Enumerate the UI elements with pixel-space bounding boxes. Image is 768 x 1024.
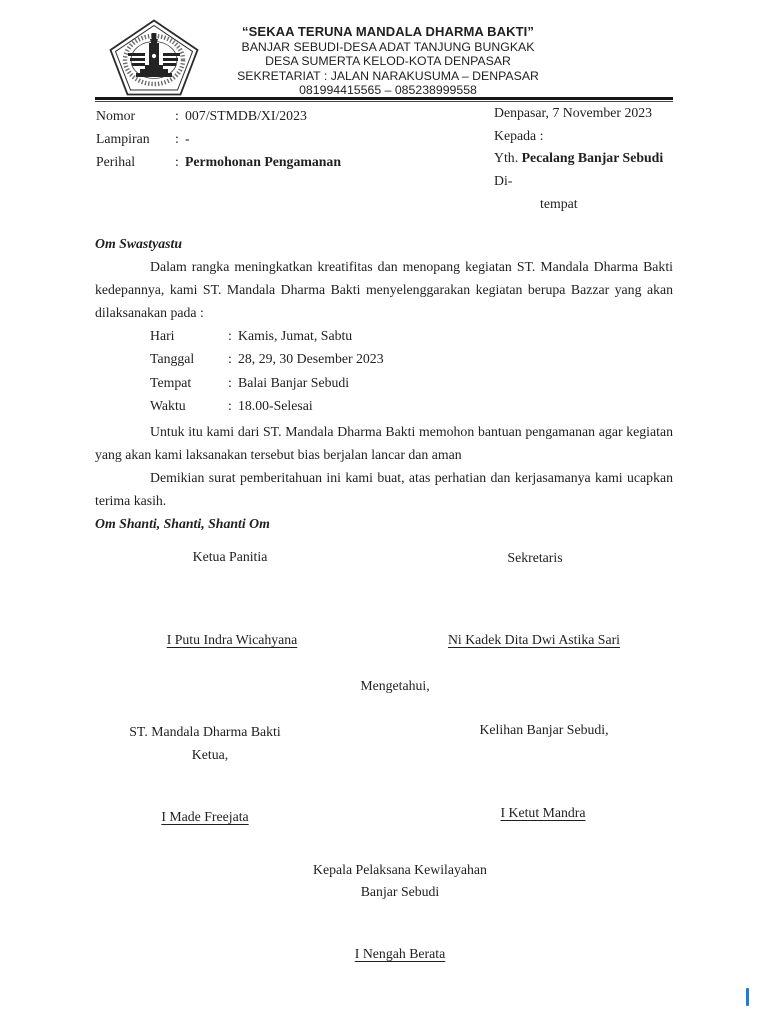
letter-body (95, 232, 673, 535)
sig-org-st-mandala: ST. Mandala Dharma Bakti (129, 724, 281, 739)
sig-title-ketua: Ketua, (191, 747, 229, 762)
meta-row-lampiran (96, 128, 341, 151)
sig-name-kepala: I Nengah Berata (354, 946, 446, 961)
detail-label: Waktu (150, 397, 186, 413)
meta-colon: : (175, 153, 179, 169)
org-phone-line: 081994415565 – 085238999558 (299, 83, 477, 98)
sig-title-kepala-line2: Banjar Sebudi (360, 884, 440, 899)
detail-colon: : (228, 328, 232, 343)
event-details (150, 324, 673, 417)
detail-colon: : (228, 351, 232, 367)
meta-label: Nomor (96, 108, 136, 123)
kepada-label: Kepada : (494, 127, 544, 143)
detail-colon: : (228, 374, 232, 390)
detail-row-hari (150, 324, 673, 347)
city-date: Denpasar, 7 November 2023 (494, 105, 653, 120)
closing-paragraph: Demikian surat pemberitahuan ini kami buat, atas perhatian dan kerjasamanya kami ucapkan terima kasih. (95, 470, 673, 509)
meta-label: Perihal (96, 153, 136, 169)
opening-paragraph: Dalam rangka meningkatkan kreatifitas dan menopang kegiatan ST. Mandala Dharma Bakti kedepannya, kami ST. Mandala Dharma Bakti menyelenggarakan kegiatan berupa Bazzar yang akan dilaksanakan pada : (95, 259, 673, 320)
org-address-line: DESA SUMERTA KELOD-KOTA DENPASAR (265, 54, 511, 69)
di-label: Di- (494, 173, 513, 189)
sig-name-ketua: I Made Freejata (161, 809, 249, 824)
text-cursor (746, 988, 749, 1006)
detail-label: Tempat (150, 374, 192, 390)
meta-right (494, 102, 663, 216)
org-address-line: SEKRETARIAT : JALAN NARAKUSUMA – DENPASAR (237, 68, 539, 83)
detail-row-tanggal (150, 347, 673, 370)
letterhead-text (95, 25, 681, 98)
recipient-line (494, 147, 663, 170)
sig-title-kepala-line1: Kepala Pelaksana Kewilayahan (313, 862, 487, 877)
meta-colon: : (175, 130, 179, 146)
mengetahui-label: Mengetahui, (360, 678, 430, 693)
meta-colon: : (175, 108, 179, 123)
meta-label: Lampiran (96, 130, 150, 146)
meta-row-nomor (96, 105, 341, 128)
detail-value: 18.00-Selesai (238, 397, 313, 413)
tempat-label: tempat (540, 195, 578, 211)
sig-name-ketua-panitia: I Putu Indra Wicahyana (166, 632, 298, 647)
org-name: “SEKAA TERUNA MANDALA DHARMA BAKTI” (242, 24, 534, 39)
detail-row-tempat (150, 371, 673, 394)
detail-value: Kamis, Jumat, Sabtu (238, 328, 353, 343)
detail-value: Balai Banjar Sebudi (238, 374, 350, 390)
sig-name-sekretaris: Ni Kadek Dita Dwi Astika Sari (447, 632, 621, 647)
detail-colon: : (228, 397, 232, 413)
recipient-name: Pecalang Banjar Sebudi (521, 150, 664, 166)
meta-value-subject: Permohonan Pengamanan (185, 153, 341, 169)
meta-value: 007/STMDB/XI/2023 (185, 108, 307, 123)
request-paragraph: Untuk itu kami dari ST. Mandala Dharma Bakti memohon bantuan pengamanan agar kegiatan yang akan kami laksanakan tersebut bias berjalan lancar dan aman (95, 424, 673, 463)
detail-value: 28, 29, 30 Desember 2023 (238, 351, 384, 367)
closing-salutation: Om Shanti, Shanti, Shanti Om (95, 516, 270, 532)
sig-title-kelihan: Kelihan Banjar Sebudi, (479, 722, 609, 737)
sig-title-ketua-panitia: Ketua Panitia (192, 549, 268, 564)
opening-salutation: Om Swastyastu (95, 236, 183, 251)
yth-prefix: Yth. (494, 150, 522, 166)
detail-row-waktu (150, 394, 673, 417)
meta-row-perihal (96, 151, 341, 174)
meta-left (96, 105, 341, 173)
detail-label: Tanggal (150, 351, 195, 367)
detail-label: Hari (150, 328, 175, 343)
sig-name-kelihan: I Ketut Mandra (500, 805, 586, 820)
org-address-line: BANJAR SEBUDI-DESA ADAT TANJUNG BUNGKAK (241, 39, 535, 54)
sig-title-sekretaris: Sekretaris (507, 550, 563, 565)
meta-value: - (185, 130, 190, 146)
